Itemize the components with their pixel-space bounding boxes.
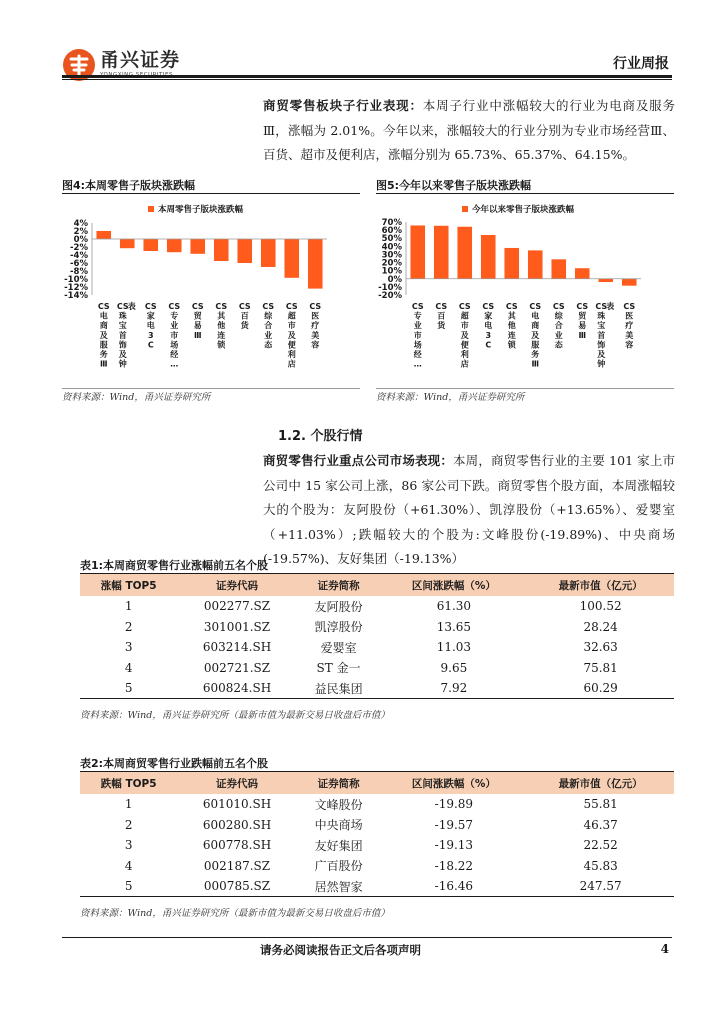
x-tick-label [286, 302, 298, 369]
table-row [80, 658, 674, 679]
bar [143, 239, 158, 251]
y-tick-label: 70% [381, 218, 402, 228]
y-tick-label: 50% [381, 234, 402, 245]
table-cell: 5 [80, 876, 177, 897]
x-tick-label [529, 302, 541, 369]
table-cell: 中央商场 [314, 818, 363, 833]
table-row [80, 876, 674, 897]
table-header-cell: 涨幅 TOP5 [80, 574, 177, 596]
table-cell: 3 [124, 838, 133, 853]
x-tick-label [576, 302, 588, 340]
table-header-cell: 证券代码 [177, 772, 296, 794]
figure-4-title: 图4:本周零售子版块涨跌幅 [62, 179, 196, 192]
table-2-top-losers [80, 772, 674, 897]
table-cell: 5 [80, 678, 177, 699]
table-cell: -18.22 [434, 858, 474, 873]
table-cell: 32.63 [583, 640, 618, 655]
sector-performance-paragraph [263, 94, 675, 168]
table-cell: 益民集团 [297, 678, 381, 699]
table-cell: 61.30 [436, 599, 472, 614]
table-cell: 600824.SH [177, 678, 296, 699]
table-cell: ST 金一 [316, 661, 361, 676]
svg-text:表: 表 [127, 302, 136, 311]
x-tick-label [412, 302, 424, 369]
svg-text:CS电商及服务Ⅲ: CS 电商及服务 Ⅲ [529, 302, 542, 369]
y-tick-label: -20% [378, 291, 402, 301]
x-tick-label [309, 302, 321, 349]
figure-5-rule [376, 193, 674, 194]
figure-5-title: 图5:今年以来零售子版块涨跌幅 [376, 179, 532, 192]
svg-text:CS贸易Ⅲ: CS 贸易 Ⅲ [576, 302, 589, 340]
table-header-cell: 区间涨跌幅（%） [381, 574, 528, 596]
table-cell: 4 [124, 858, 133, 873]
legend-swatch [462, 206, 468, 212]
table-2-source: 资料来源：Wind，甬兴证券研究所（最新市值为最新交易日收盘后市值） [80, 908, 390, 919]
table-cell: 2 [124, 619, 133, 634]
svg-text:CS专业市场经…: CS 专业市场经… [168, 302, 181, 369]
table-header-cell: 最新市值（亿元） [527, 574, 674, 596]
svg-text:CS其他连锁: CS 其他连锁 [505, 302, 518, 350]
bar [261, 239, 276, 267]
svg-text:CS综合业态: CS 综合业态 [262, 302, 275, 350]
table-cell: 247.57 [527, 876, 674, 897]
table-cell: 28.24 [583, 619, 618, 634]
svg-text:CS贸易Ⅲ: CS 贸易 Ⅲ [191, 302, 204, 340]
y-tick-label: -14% [64, 291, 88, 301]
x-tick-label [239, 302, 251, 330]
table-row [80, 856, 674, 877]
x-tick-label [435, 302, 447, 330]
svg-text:CS家电3C: CS 家电 3 C [144, 302, 157, 350]
footer-divider [62, 937, 672, 938]
table-row [80, 637, 674, 658]
legend-swatch [148, 206, 154, 212]
page-number: 4 [660, 942, 669, 956]
x-tick-label [459, 302, 471, 369]
svg-text:CS超市及便利店: CS 超市及便利店 [458, 302, 471, 369]
bar [214, 239, 229, 261]
table-cell: 3 [124, 640, 133, 655]
svg-text:表: 表 [606, 302, 615, 311]
table-row [80, 835, 674, 856]
x-tick-label [482, 302, 494, 349]
report-type: 行业周报 [613, 56, 669, 72]
table-row [80, 596, 674, 617]
bar [598, 279, 613, 282]
svg-text:CS百货: CS 百货 [435, 302, 448, 331]
table-2-title: 表2:本周商贸零售行业跌幅前五名个股 [80, 757, 269, 770]
x-tick-label [145, 302, 157, 349]
svg-text:CS专业市场经…: CS 专业市场经… [411, 302, 424, 369]
legend-label: 今年以来零售子版块涨跌幅 [472, 205, 575, 215]
svg-text:CS超市及便利店: CS 超市及便利店 [285, 302, 298, 369]
stocks-paragraph-lead: 商贸零售行业重点公司市场表现： [263, 453, 454, 468]
table-cell: 100.52 [579, 599, 622, 614]
table-cell: -19.89 [434, 797, 474, 812]
paragraph-body: 本周子行业中涨幅较大的行业为电商及服务Ⅲ，涨幅为 2.01%。今年以来，涨幅较大的行业分别为专业市场经营Ⅲ、百货、超市及便利店，涨幅分别为 65.73%、65.37%、64.15%。 [263, 98, 675, 162]
table-cell: 广百股份 [314, 859, 363, 874]
table-row [80, 815, 674, 836]
table-cell: 友阿股份 [314, 599, 363, 614]
y-tick-label: 4% [73, 219, 88, 229]
header-divider-thin [62, 79, 672, 80]
y-tick-label: -2% [70, 243, 88, 253]
svg-text:CS珠宝首饰及钟: CS 珠宝首饰及钟 [595, 302, 608, 369]
table-cell: 002187.SZ [203, 858, 271, 873]
table-cell: 600778.SH [202, 838, 272, 853]
figure-5-chart [376, 195, 674, 387]
table-cell: -16.46 [381, 876, 528, 897]
table-header-cell: 证券简称 [297, 772, 381, 794]
y-tick-label: 0% [387, 274, 402, 285]
svg-text:CS医疗美容: CS 医疗美容 [623, 302, 636, 350]
table-cell: 600280.SH [202, 817, 272, 832]
footer-disclaimer: 请务必阅读报告正文后各项声明 [260, 943, 421, 957]
table-header-cell: 证券代码 [177, 574, 296, 596]
table-row [80, 617, 674, 638]
x-tick-label [623, 302, 635, 349]
svg-text:CS百货: CS 百货 [238, 302, 251, 331]
table-cell: 002277.SZ [203, 599, 271, 614]
y-tick-label: -8% [70, 267, 88, 277]
y-tick-label: 2% [73, 227, 88, 237]
y-tick-label: -6% [70, 259, 88, 269]
bar [410, 225, 425, 278]
bar [237, 239, 252, 263]
bar [284, 239, 299, 278]
table-1-title: 表1:本周商贸零售行业涨幅前五名个股 [80, 559, 269, 572]
bar [622, 279, 637, 286]
figure-5-source: 资料来源：Wind，甬兴证券研究所 [376, 392, 525, 403]
table-cell: 4 [124, 660, 133, 675]
stocks-performance-paragraph [263, 449, 675, 572]
x-tick-label [262, 302, 274, 349]
y-tick-label: 10% [381, 266, 402, 277]
figure-4-rule [62, 193, 360, 194]
table-cell: 11.03 [436, 640, 472, 655]
table-cell: 1 [124, 599, 133, 614]
table-1-source: 资料来源：Wind，甬兴证券研究所（最新市值为最新交易日收盘后市值） [80, 710, 390, 721]
stocks-paragraph-body: 本周，商贸零售行业的主要 101 家上市公司中 15 家公司上涨，86 家公司下跌。商贸零售个股方面，本周涨幅较大的个股为：友阿股份（+61.30%）、凯淳股份（+13.65%）、爱婴室（+11.03%）;跌幅较大的个股为:文峰股份(-19.89%)、中央商场(-19.57%)、友好集团（-19.13%） [263, 453, 675, 566]
svg-text:CS珠宝首饰及钟: CS 珠宝首饰及钟 [116, 302, 129, 369]
table-header-cell: 证券简称 [297, 574, 381, 596]
bar [167, 239, 182, 252]
table-cell: 7.92 [381, 678, 528, 699]
svg-text:CS家电3C: CS 家电 3 C [482, 302, 495, 350]
x-tick-label [553, 302, 565, 349]
bar [96, 231, 111, 239]
bar [528, 250, 543, 278]
table-cell: 000785.SZ [177, 876, 296, 897]
x-tick-label [168, 302, 180, 369]
table-cell: 601010.SH [202, 797, 272, 812]
y-tick-label: 30% [381, 250, 402, 261]
table-header-cell: 区间涨跌幅（%） [381, 772, 528, 794]
svg-text:CS电商及服务Ⅲ: CS 电商及服务 Ⅲ [97, 302, 110, 369]
table-cell: 居然智家 [297, 876, 381, 897]
y-tick-label: 60% [381, 226, 402, 237]
table-cell: 凯淳股份 [314, 620, 363, 635]
x-tick-label [215, 302, 227, 349]
legend-label: 本周零售子版块涨跌幅 [158, 205, 244, 215]
table-cell: 13.65 [436, 619, 472, 634]
bar [434, 226, 449, 279]
table-header-row [80, 772, 674, 794]
svg-text:CS综合业态: CS 综合业态 [552, 302, 565, 350]
table-header-cell: 最新市值（亿元） [527, 772, 674, 794]
figure-4-chart [62, 195, 360, 387]
x-tick-label [192, 302, 204, 340]
y-tick-label: 0% [73, 235, 88, 245]
bar [190, 239, 205, 254]
header-divider [62, 75, 672, 78]
table-cell: 爱婴室 [320, 640, 357, 655]
table-cell: 75.81 [583, 660, 618, 675]
table-header-row [80, 574, 674, 596]
table-cell: 2 [124, 817, 133, 832]
paragraph-lead: 商贸零售板块子行业表现： [263, 98, 423, 113]
table-cell: 002721.SZ [203, 660, 271, 675]
bar [551, 259, 566, 278]
table-cell: 301001.SZ [203, 619, 271, 634]
y-tick-label: -10% [378, 282, 402, 293]
table-cell: 文峰股份 [314, 797, 363, 812]
section-heading: 1.2. 个股行情 [278, 429, 363, 444]
table-1-top-gainers [80, 574, 674, 699]
y-tick-label: -4% [70, 251, 88, 261]
y-tick-label: 40% [381, 242, 402, 253]
table-row [80, 678, 674, 699]
table-row [80, 794, 674, 815]
bar [120, 239, 135, 248]
table-cell: 1 [124, 797, 133, 812]
y-tick-label: -10% [64, 275, 88, 285]
legend [148, 204, 244, 215]
table-cell: -19.13 [434, 838, 474, 853]
bar [575, 268, 590, 279]
table-cell: 9.65 [440, 660, 468, 675]
x-tick-label [595, 301, 614, 369]
table-cell: 45.83 [583, 858, 618, 873]
table-cell: 603214.SH [202, 640, 272, 655]
table-cell: 55.81 [583, 797, 618, 812]
table-cell: 46.37 [583, 817, 618, 832]
x-tick-label [117, 301, 136, 369]
table-cell: 22.52 [583, 838, 618, 853]
y-tick-label: 20% [381, 258, 402, 269]
bar [457, 227, 472, 279]
table-cell: 友好集团 [314, 838, 363, 853]
x-tick-label [98, 302, 110, 369]
bar [504, 248, 519, 279]
y-tick-label: -12% [64, 283, 88, 293]
figure-4-source: 资料来源：Wind，甬兴证券研究所 [62, 392, 211, 403]
table-cell: -19.57 [434, 817, 474, 832]
legend [462, 204, 575, 215]
table-header-cell: 跌幅 TOP5 [80, 772, 177, 794]
x-tick-label [506, 302, 518, 349]
bar [481, 235, 496, 279]
table-cell: 60.29 [527, 678, 674, 699]
logo-name: 甬兴证券 [100, 49, 181, 72]
bar [308, 239, 323, 289]
svg-text:CS其他连锁: CS 其他连锁 [215, 302, 228, 350]
svg-text:CS医疗美容: CS 医疗美容 [309, 302, 322, 350]
